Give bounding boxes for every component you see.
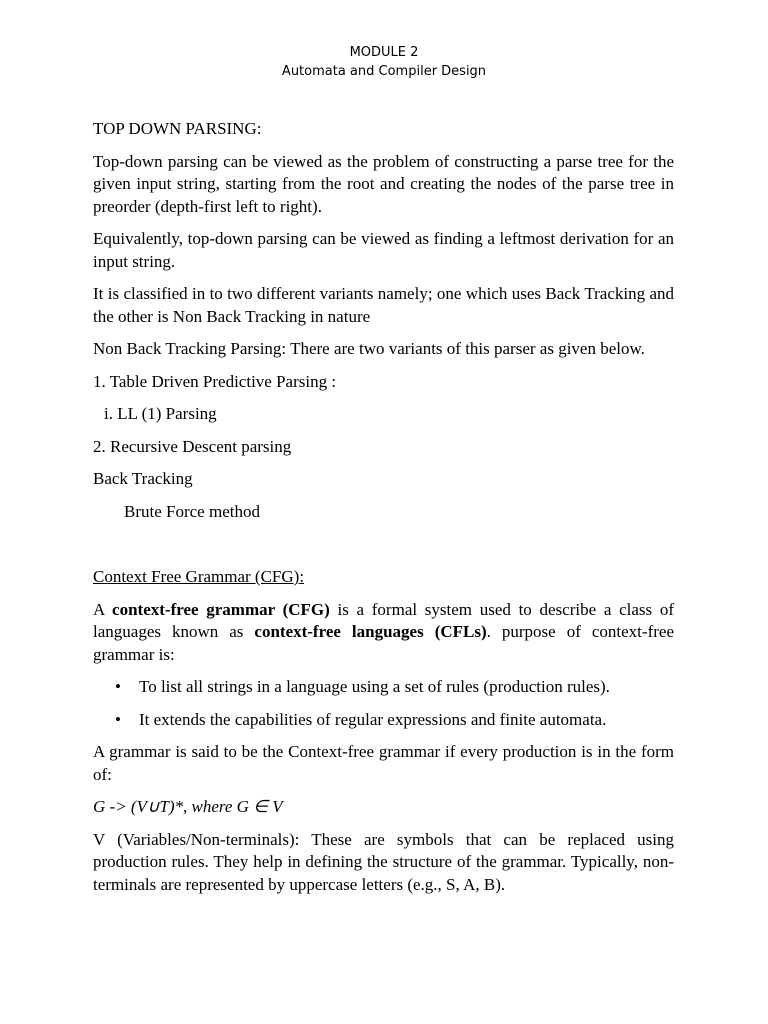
cfg-intro-c: . purpose of context-free grammar is: xyxy=(93,622,674,664)
top-down-paragraph-1: Top-down parsing can be viewed as the problem of constructing a parse tree for the given input string, starting from the root and creating the nodes of the parse tree in preorder (depth-first left to right). xyxy=(93,151,674,216)
top-down-paragraph-3: It is classified in to two different variants namely; one which uses Back Tracking and the other is Non Back Tracking in nature xyxy=(93,284,674,326)
parsing-item-1: 1. Table Driven Predictive Parsing : xyxy=(93,371,337,391)
parsing-item-2: 2. Recursive Descent parsing xyxy=(93,436,292,456)
module-label: MODULE 2 xyxy=(349,45,419,60)
bullet-icon: • xyxy=(115,709,121,729)
back-tracking-label: Back Tracking xyxy=(93,469,193,488)
cfg-heading: Context Free Grammar (CFG): xyxy=(93,567,305,586)
cfg-intro xyxy=(93,599,674,667)
cfg-formula xyxy=(93,796,674,819)
formula-text: G -> (V∪T)*, where G ∈ V xyxy=(93,797,283,816)
cfl-term-bold: context-free languages (CFLs) xyxy=(254,622,487,641)
list-item xyxy=(93,676,674,699)
cfg-term-bold: context-free grammar (CFG) xyxy=(112,599,330,619)
section-gap xyxy=(93,533,674,566)
cfg-intro-a: A xyxy=(93,599,113,619)
parsing-item-1-sub: i. LL (1) Parsing xyxy=(104,404,217,423)
cfg-definition: A grammar is said to be the Context-free grammar if every production is in the form of: xyxy=(93,742,674,784)
bullet-text: It extends the capabilities of regular expressions and finite automata. xyxy=(139,709,607,729)
top-down-paragraph-4: Non Back Tracking Parsing: There are two variants of this parser as given below. xyxy=(93,339,645,358)
bullet-text: To list all strings in a language using a set of rules (production rules). xyxy=(139,677,610,696)
document-body xyxy=(93,118,674,906)
page-header xyxy=(0,43,768,81)
list-item xyxy=(93,709,674,732)
brute-force-label: Brute Force method xyxy=(124,501,260,521)
top-down-heading: TOP DOWN PARSING: xyxy=(93,119,262,138)
course-title: Automata and Compiler Design xyxy=(281,64,487,79)
bullet-icon: • xyxy=(115,677,121,696)
cfg-variables: V (Variables/Non-terminals): These are symbols that can be replaced using production rules. They help in defining the structure of the grammar. Typically, non-terminals are represented by uppercase letters (e.g., S, A, B). xyxy=(93,829,674,894)
cfg-intro-b: is a formal system used to describe a class of languages known as xyxy=(93,599,674,641)
cfg-bullet-list xyxy=(93,676,674,731)
top-down-paragraph-2: Equivalently, top-down parsing can be viewed as finding a leftmost derivation for an input string. xyxy=(93,229,674,271)
